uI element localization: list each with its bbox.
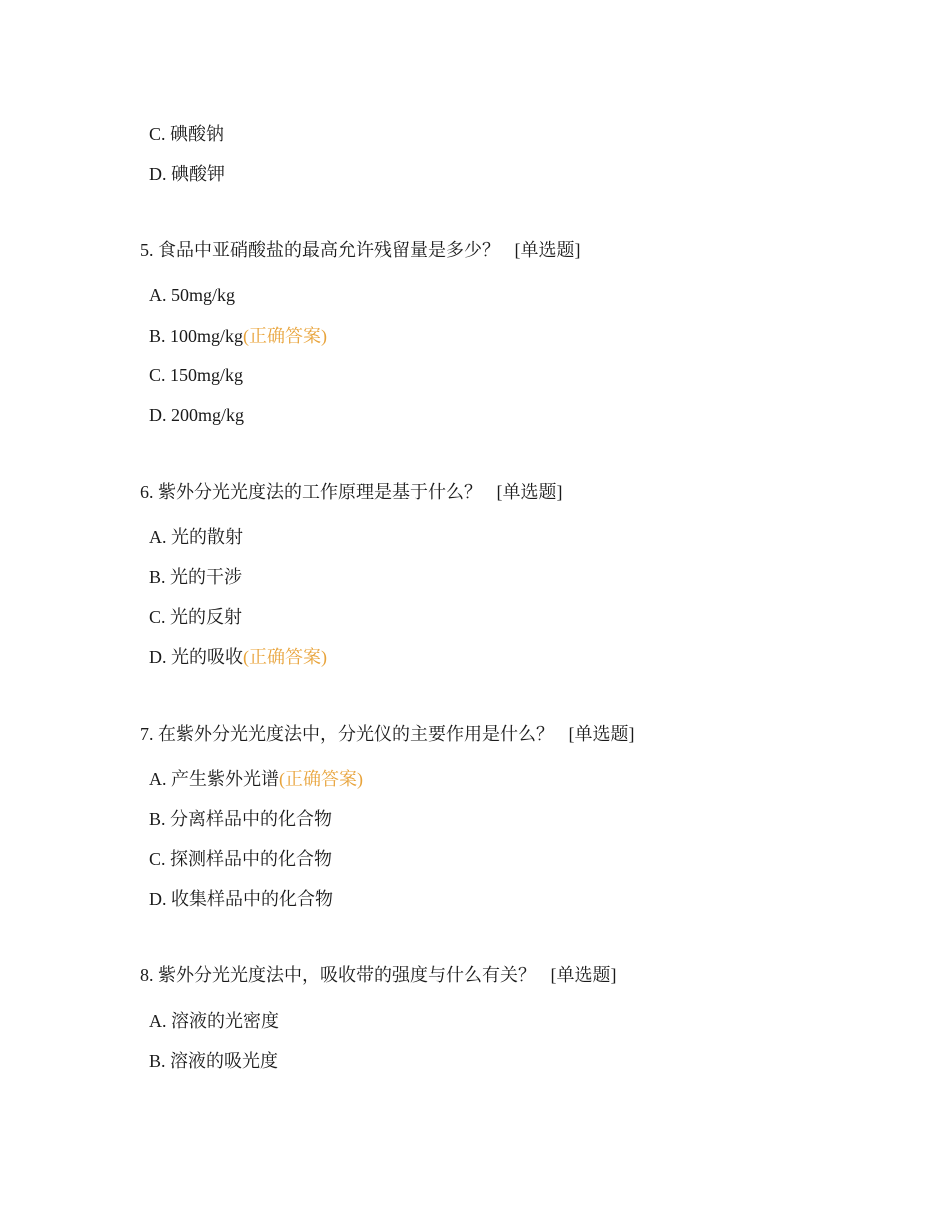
option-letter: A. — [149, 1011, 167, 1031]
option-text: 100mg/kg — [170, 326, 244, 346]
option-text: 150mg/kg — [170, 365, 244, 385]
option-text: 收集样品中的化合物 — [171, 889, 333, 909]
question-6-option-c — [149, 605, 242, 629]
question-number: 5. — [140, 240, 154, 260]
option-letter: B. — [149, 1051, 166, 1071]
question-6-option-d — [149, 645, 327, 669]
question-type: [单选题] — [496, 482, 563, 502]
question-number: 7. — [140, 724, 154, 744]
question-type: [单选题] — [514, 240, 581, 260]
option-text: 50mg/kg — [171, 285, 236, 305]
question-text: 紫外分光光度法中，吸收带的强度与什么有关？ — [158, 965, 536, 985]
question-5-option-d — [149, 403, 244, 427]
option-text: 光的反射 — [170, 607, 243, 627]
question-8 — [140, 963, 617, 987]
option-letter: B. — [149, 809, 166, 829]
option-letter: B. — [149, 567, 166, 587]
question-8-option-a — [149, 1009, 279, 1033]
question-type: [单选题] — [550, 965, 617, 985]
option-letter: D. — [149, 889, 167, 909]
option-text: 产生紫外光谱 — [171, 769, 279, 789]
question-7-option-d — [149, 887, 333, 911]
question-7 — [140, 722, 635, 746]
question-6 — [140, 480, 563, 504]
option-text: 碘酸钠 — [170, 124, 225, 144]
option-letter: D. — [149, 405, 167, 425]
option-letter: C. — [149, 607, 166, 627]
question-5-option-a — [149, 283, 235, 307]
option-letter: A. — [149, 527, 167, 547]
question-7-option-a — [149, 767, 363, 791]
correct-answer-marker: (正确答案) — [279, 769, 363, 789]
question-type: [单选题] — [568, 724, 635, 744]
question-7-option-b — [149, 807, 332, 831]
question-5-option-b — [149, 324, 327, 348]
question-8-option-b — [149, 1049, 278, 1073]
option-letter: A. — [149, 285, 167, 305]
option-text: 光的散射 — [171, 527, 243, 547]
question-6-option-b — [149, 565, 242, 589]
option-letter: D. — [149, 164, 167, 184]
correct-answer-marker: (正确答案) — [243, 647, 327, 667]
option-letter: A. — [149, 769, 167, 789]
option-letter: D. — [149, 647, 167, 667]
question-text: 在紫外分光光度法中，分光仪的主要作用是什么？ — [158, 724, 554, 744]
option-text: 探测样品中的化合物 — [170, 849, 333, 869]
question-7-option-c — [149, 847, 332, 871]
correct-answer-marker: (正确答案) — [243, 326, 328, 346]
option-letter: C. — [149, 365, 166, 385]
option-text: 碘酸钾 — [171, 164, 225, 184]
prev-option-c — [149, 122, 224, 146]
option-text: 200mg/kg — [171, 405, 245, 425]
option-text: 溶液的光密度 — [171, 1011, 279, 1031]
option-text: 光的吸收 — [171, 647, 243, 667]
question-5-option-c — [149, 363, 243, 387]
option-letter: C. — [149, 124, 166, 144]
option-text: 溶液的吸光度 — [170, 1051, 279, 1071]
question-6-option-a — [149, 525, 243, 549]
option-text: 分离样品中的化合物 — [170, 809, 333, 829]
question-5 — [140, 238, 581, 262]
question-text: 食品中亚硝酸盐的最高允许残留量是多少？ — [158, 240, 500, 260]
option-letter: B. — [149, 326, 166, 346]
prev-option-d — [149, 162, 225, 186]
option-text: 光的干涉 — [170, 567, 243, 587]
question-number: 6. — [140, 482, 154, 502]
question-text: 紫外分光光度法的工作原理是基于什么？ — [158, 482, 482, 502]
question-number: 8. — [140, 965, 154, 985]
option-letter: C. — [149, 849, 166, 869]
